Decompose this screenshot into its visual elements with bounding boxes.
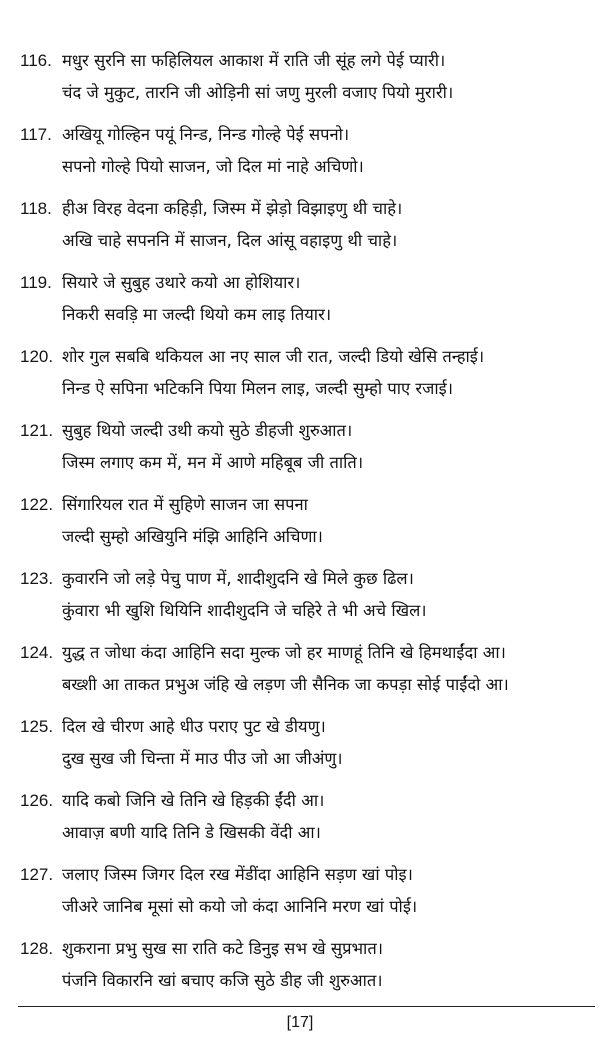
verse-line-2: निकरी सवड़ि मा जल्दी थियो कम लाइ तियार। [62, 305, 332, 324]
verse-line-1: शुकराना प्रभु सुख सा राति कटे डिनुइ सभ खे सुप्रभात। [62, 939, 383, 958]
verse-116 [0, 44, 600, 118]
verse-number: 126. [20, 791, 54, 810]
verse-line-1: मधुर सुरनि सा फहिलियल आकाश में राति जी सूंह लगे पेई प्यारी। [62, 51, 446, 70]
verse-line-2: चंद जे मुकुट, तारनि जी ओड़िनी सां जणु मुरली वजाए पियो मुरारी। [62, 83, 454, 102]
verse-line-1: जलाए जिस्म जिगर दिल रख मेंडींदा आहिनि सड़ण खां पोइ। [62, 865, 413, 884]
verse-line-1: सियारे जे सुबुह उथारे कयो आ होशियार। [62, 273, 301, 292]
verse-number: 120. [20, 347, 54, 366]
verse-line-2: बख्शी आ ताकत प्रभुअ जंहि खे लड़ण जी सैनिक जा कपड़ा सोई पाईंदो आ। [62, 675, 509, 694]
verse-line-2: जीअरे जानिब मूसां सो कयो जो कंदा आनिनि मरण खां पोई। [62, 897, 418, 916]
verse-123 [0, 562, 600, 636]
verse-number: 125. [20, 717, 54, 736]
verse-line-1: यादि कबो जिनि खे तिनि खे हिड़की ईंदी आ। [62, 791, 325, 810]
verse-122 [0, 488, 600, 562]
verse-line-1: हीअ विरह वेदना कहिड़ी, जिस्म में झेड़ो विझाइणु थी चाहे। [62, 199, 403, 218]
verse-line-1: सुबुह थियो जल्दी उथी कयो सुठे डीहजी शुरुआत। [62, 421, 353, 440]
verse-120 [0, 340, 600, 414]
verse-121 [0, 414, 600, 488]
verse-number: 121. [20, 421, 54, 440]
verse-line-2: आवाज़ बणी यादि तिनि डे खिसकी वेंदी आ। [62, 823, 321, 842]
verse-number: 117. [20, 125, 52, 144]
verse-line-1: अखियू गोल्हिन पयूं निन्ड, निन्ड गोल्हे पेई सपनो। [62, 125, 350, 144]
verse-line-1: कुवारनि जो लड़े पेचु पाण में, शादीशुदनि खे मिले कुछ ढिल। [62, 569, 414, 588]
verse-line-2: पंजनि विकारनि खां बचाए कजि सुठे डीह जी शुरुआत। [62, 971, 383, 990]
verse-number: 122. [20, 495, 54, 514]
verse-number: 124. [20, 643, 54, 662]
verse-118 [0, 192, 600, 266]
verse-119 [0, 266, 600, 340]
verse-line-2: दुख सुख जी चिन्ता में माउ पीउ जो आ जीअंणु। [62, 749, 343, 768]
verse-line-1: सिंगारियल रात में सुहिणे साजन जा सपना [62, 495, 308, 514]
verse-128 [0, 932, 600, 1006]
verse-line-1: युद्ध त जोधा कंदा आहिनि सदा मुल्क जो हर माणहूं तिनि खे हिमथाईंदा आ। [62, 643, 506, 662]
verse-117 [0, 118, 600, 192]
page-number: [17] [286, 1014, 314, 1031]
verse-number: 127. [20, 865, 54, 884]
footer-divider [18, 1006, 595, 1007]
verse-line-2: अखि चाहे सपननि में साजन, दिल आंसू वहाइणु थी चाहे। [62, 231, 398, 250]
verse-127 [0, 858, 600, 932]
verse-number: 123. [20, 569, 54, 588]
verse-126 [0, 784, 600, 858]
verse-line-2: जिस्म लगाए कम में, मन में आणे महिबूब जी ताति। [62, 453, 364, 472]
verse-number: 128. [20, 939, 54, 958]
verse-line-2: कुंवारा भी खुशि थियिनि शादीशुदनि जे चहिरे ते भी अचे खिल। [62, 601, 427, 620]
verse-line-1: शोर गुल सबबि थकियल आ नए साल जी रात, जल्दी डियो खेसि तन्हाई। [62, 347, 485, 366]
verse-list [0, 44, 600, 1006]
verse-line-2: निन्ड ऐ सपिना भटिकनि पिया मिलन लाइ, जल्दी सुम्हो पाए रजाई। [62, 379, 453, 398]
verse-number: 116. [20, 51, 52, 70]
verse-125 [0, 710, 600, 784]
verse-124 [0, 636, 600, 710]
verse-number: 119. [20, 273, 52, 292]
verse-line-2: सपनो गोल्हे पियो साजन, जो दिल मां नाहे अचिणो। [62, 157, 364, 176]
verse-number: 118. [20, 199, 52, 218]
verse-line-1: दिल खे चीरण आहे धीउ पराए पुट खे डीयणु। [62, 717, 326, 736]
verse-line-2: जल्दी सुम्हो अखियुनि मंझि आहिनि अचिणा। [62, 527, 323, 546]
